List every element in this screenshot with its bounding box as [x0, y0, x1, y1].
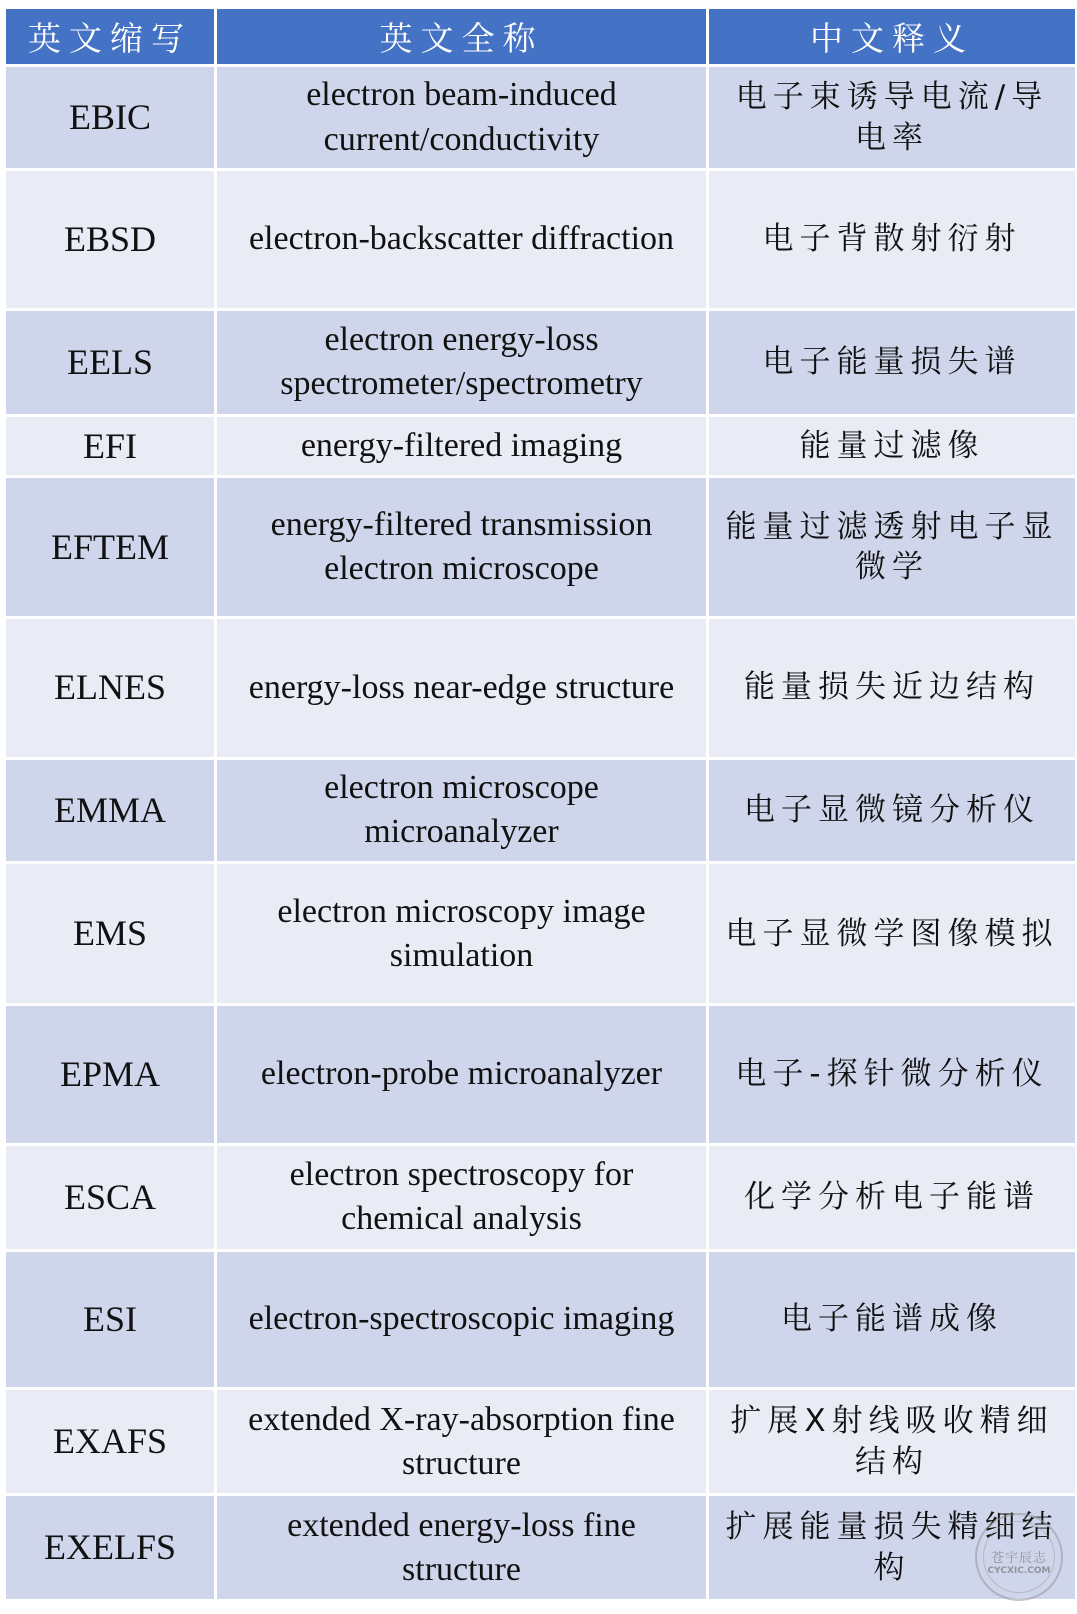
cell-abbreviation: EBIC [6, 67, 214, 168]
cell-full-name: extended energy-loss fine structure [217, 1496, 706, 1599]
cell-chinese-meaning: 电子能量损失谱 [709, 311, 1075, 414]
cell-full-name: extended X-ray-absorption fine structure [217, 1390, 706, 1493]
header-abbreviation: 英文缩写 [6, 9, 214, 64]
cell-full-name: electron-spectroscopic imaging [217, 1252, 706, 1387]
cell-abbreviation: EMS [6, 864, 214, 1003]
cell-abbreviation: EPMA [6, 1006, 214, 1142]
table-row [6, 760, 1075, 861]
cell-full-name: electron microscopy image simulation [217, 864, 706, 1003]
cell-abbreviation: ELNES [6, 619, 214, 757]
cell-full-name: electron energy-loss spectrometer/spectrometry [217, 311, 706, 414]
table-row [6, 478, 1075, 615]
table-header [6, 9, 1075, 64]
cell-abbreviation: ESI [6, 1252, 214, 1387]
table-row [6, 1252, 1075, 1387]
table-row [6, 1390, 1075, 1493]
cell-abbreviation: EELS [6, 311, 214, 414]
table-body [6, 67, 1075, 1599]
table-row [6, 311, 1075, 414]
cell-full-name: electron spectroscopy for chemical analysis [217, 1146, 706, 1249]
table-row [6, 1146, 1075, 1249]
header-chinese-meaning: 中文释义 [709, 9, 1075, 64]
table-row [6, 1496, 1075, 1599]
table-row [6, 1006, 1075, 1142]
cell-abbreviation: ESCA [6, 1146, 214, 1249]
cell-chinese-meaning: 电子背散射衍射 [709, 171, 1075, 307]
table-row [6, 171, 1075, 307]
cell-abbreviation: EBSD [6, 171, 214, 307]
watermark-text-cn: 苍宇辰志 [990, 1550, 1047, 1566]
cell-full-name: electron-backscatter diffraction [217, 171, 706, 307]
cell-abbreviation: EXAFS [6, 1390, 214, 1493]
cell-abbreviation: EFTEM [6, 478, 214, 615]
cell-abbreviation: EMMA [6, 760, 214, 861]
watermark-text-en: CYCXIC.COM [987, 1565, 1051, 1576]
cell-chinese-meaning: 电子显微镜分析仪 [709, 760, 1075, 861]
table-row [6, 67, 1075, 168]
cell-full-name: energy-filtered transmission electron microscope [217, 478, 706, 615]
cell-abbreviation: EXELFS [6, 1496, 214, 1599]
header-full-name: 英文全称 [217, 9, 706, 64]
cell-chinese-meaning: 扩展X射线吸收精细结构 [709, 1390, 1075, 1493]
glossary-table [3, 6, 1077, 1602]
cell-chinese-meaning: 能量损失近边结构 [709, 619, 1075, 757]
table-row [6, 864, 1075, 1003]
cell-full-name: electron microscope microanalyzer [217, 760, 706, 861]
cell-chinese-meaning: 电子显微学图像模拟 [709, 864, 1075, 1003]
table-row [6, 417, 1075, 475]
cell-full-name: energy-filtered imaging [217, 417, 706, 475]
cell-chinese-meaning: 电子-探针微分析仪 [709, 1006, 1075, 1142]
cell-chinese-meaning: 电子束诱导电流/导电率 [709, 67, 1075, 168]
cell-chinese-meaning: 化学分析电子能谱 [709, 1146, 1075, 1249]
header-row [6, 9, 1075, 64]
cell-chinese-meaning: 能量过滤像 [709, 417, 1075, 475]
cell-chinese-meaning: 扩展能量损失精细结构 [709, 1496, 1075, 1599]
cell-chinese-meaning: 电子能谱成像 [709, 1252, 1075, 1387]
cell-full-name: electron beam-induced current/conductivity [217, 67, 706, 168]
cell-abbreviation: EFI [6, 417, 214, 475]
cell-full-name: energy-loss near-edge structure [217, 619, 706, 757]
table-row [6, 619, 1075, 757]
cell-chinese-meaning: 能量过滤透射电子显微学 [709, 478, 1075, 615]
cell-full-name: electron-probe microanalyzer [217, 1006, 706, 1142]
